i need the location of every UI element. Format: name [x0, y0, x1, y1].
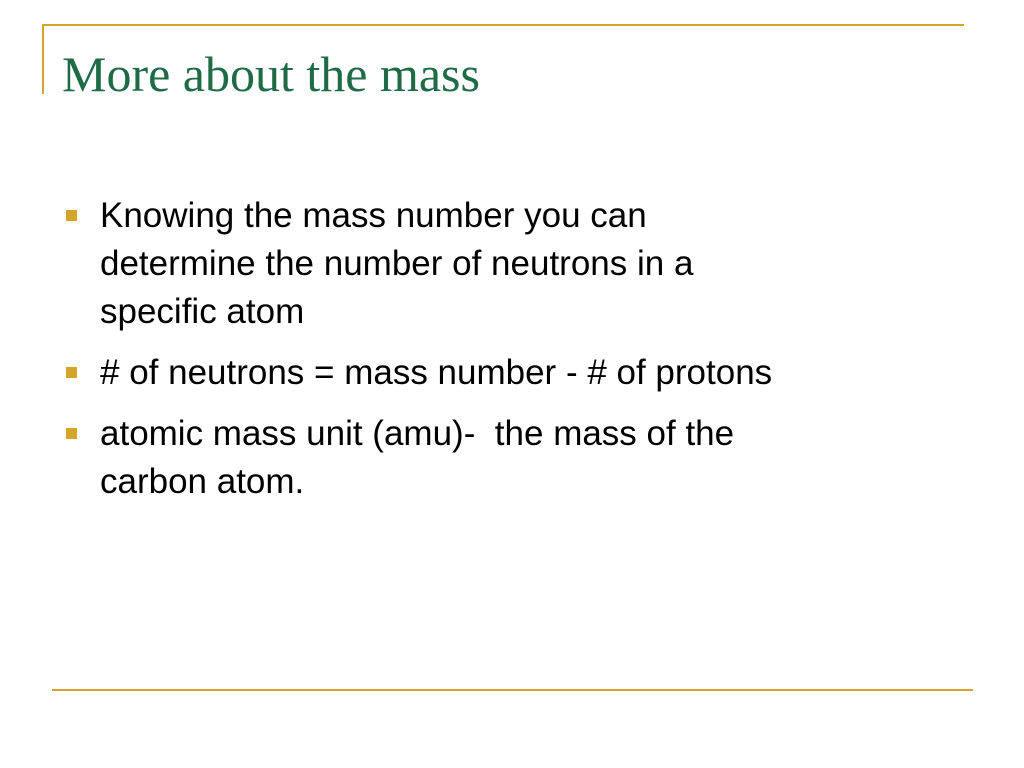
slide-title: More about the mass [62, 46, 480, 102]
square-bullet-icon [66, 367, 77, 378]
bottom-rule [52, 689, 973, 691]
bullet-item-1 [62, 192, 962, 336]
bullet-text-3: atomic mass unit (amu)- the mass of the carbon atom. [100, 414, 735, 501]
square-bullet-icon [66, 210, 77, 221]
square-bullet-icon [66, 428, 77, 439]
left-rule [42, 24, 44, 94]
bullet-list [62, 192, 962, 519]
bullet-item-3 [62, 410, 962, 506]
bullet-text-1: Knowing the mass number you can determine the number of neutrons in a specific atom [100, 196, 694, 331]
bullet-item-2 [62, 349, 962, 397]
bullet-text-2: # of neutrons = mass number - # of protons [100, 353, 773, 392]
top-rule [42, 24, 964, 26]
